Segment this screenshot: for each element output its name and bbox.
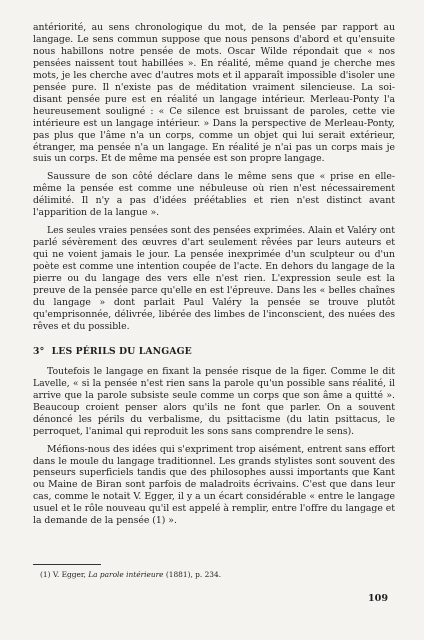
paragraph-5: Méfions-nous des idées qui s'expriment trop aisément, entrent sans effort dans le moule du langage traditionnel. Les grands stylistes sont souvent des penseurs superficiels tandis que des philosophes aussi importants que Kant ou Maine de Biran sont parfois de maladroits écrivains. C'est que dans leur cas, comme le notait V. Egger, il y a un écart considérable « entre le langage usuel et le rôle nouveau qu'il est appelé à remplir, entre l'offre du langage et la demande de la pensée (1) ». (33, 443, 395, 527)
paragraph-4: Toutefois le langage en fixant la pensée risque de la figer. Comme le dit Lavelle, « si la pensée n'est rien sans la parole qu'un possible sans réalité, il arrive que la parole subsiste seule comme un corps que son âme a quitté ». Beaucoup croient penser alors qu'ils ne font que parler. On a souvent dénoncé les périls du verbalisme, du psittacisme (du latin psittacus, le perroquet, l'animal qui reproduit les sons sans comprendre le sens). (33, 365, 395, 437)
footnote-rest: (1881), p. 234. (165, 570, 222, 579)
page-number: 109 (368, 593, 389, 604)
footnote-title: La parole intérieure (88, 570, 164, 579)
section-title: LES PÉRILS DU LANGAGE (51, 345, 192, 357)
paragraph-2: Saussure de son côté déclare dans le même sens que « prise en elle-même la pensée est comme une nébuleuse où rien n'est nécessairement délimité. Il n'y a pas d'idées préétablies et rien n'est distinct avant l'apparition de la langue ». (33, 171, 395, 219)
footnote-divider (33, 564, 101, 565)
page-body (33, 22, 395, 527)
footnote (40, 570, 370, 579)
footnote-marker: (1) (40, 570, 51, 579)
section-heading (33, 346, 395, 357)
footnote-author: V. Egger, (52, 570, 86, 579)
paragraph-1: antériorité, au sens chronologique du mot, de la pensée par rapport au langage. Le sens commun suppose que nous pensons d'abord et qu'ensuite nous habillons notre pensée de mots. Oscar Wilde répondait que « nos pensées naissent tout habillées ». En réalité, même quand je cherche mes mots, je les cherche avec d'autres mots et il apparaît impossible d'isoler une pensée pure. Il n'existe pas de méditation vraiment silencieuse. La soi-disant pensée pure est en réalité un langage intérieur. Merleau-Ponty l'a heureusement souligné : « Ce silence est bruissant de paroles, cette vie intérieure est un langage intérieur. » Dans la perspective de Merleau-Ponty, pas plus que l'âme n'a un corps, comme un objet qui lui serait extérieur, étranger, ma pensée n'a un langage. En réalité je n'ai pas un corps mais je suis un corps. Et de même ma pensée est son propre langage. (33, 22, 395, 165)
paragraph-3: Les seules vraies pensées sont des pensées exprimées. Alain et Valéry ont parlé sévèrement des œuvres d'art seulement rêvées par leurs auteurs et qui ne voient jamais le jour. La pensée inexprimée d'un sculpteur ou d'un poète est comme une intention coupée de l'acte. En dehors du langage de la pierre ou du langage des vers elle n'est rien. L'expression seule est la preuve de la pensée parce qu'elle en est l'épreuve. Dans les « belles chaînes du langage » dont parlait Paul Valéry la pensée se trouve plutôt qu'emprisonnée, délivrée, libérée des limbes de l'inconscient, des nuées des rêves et du possible. (33, 225, 395, 332)
section-number: 3° (33, 345, 45, 357)
